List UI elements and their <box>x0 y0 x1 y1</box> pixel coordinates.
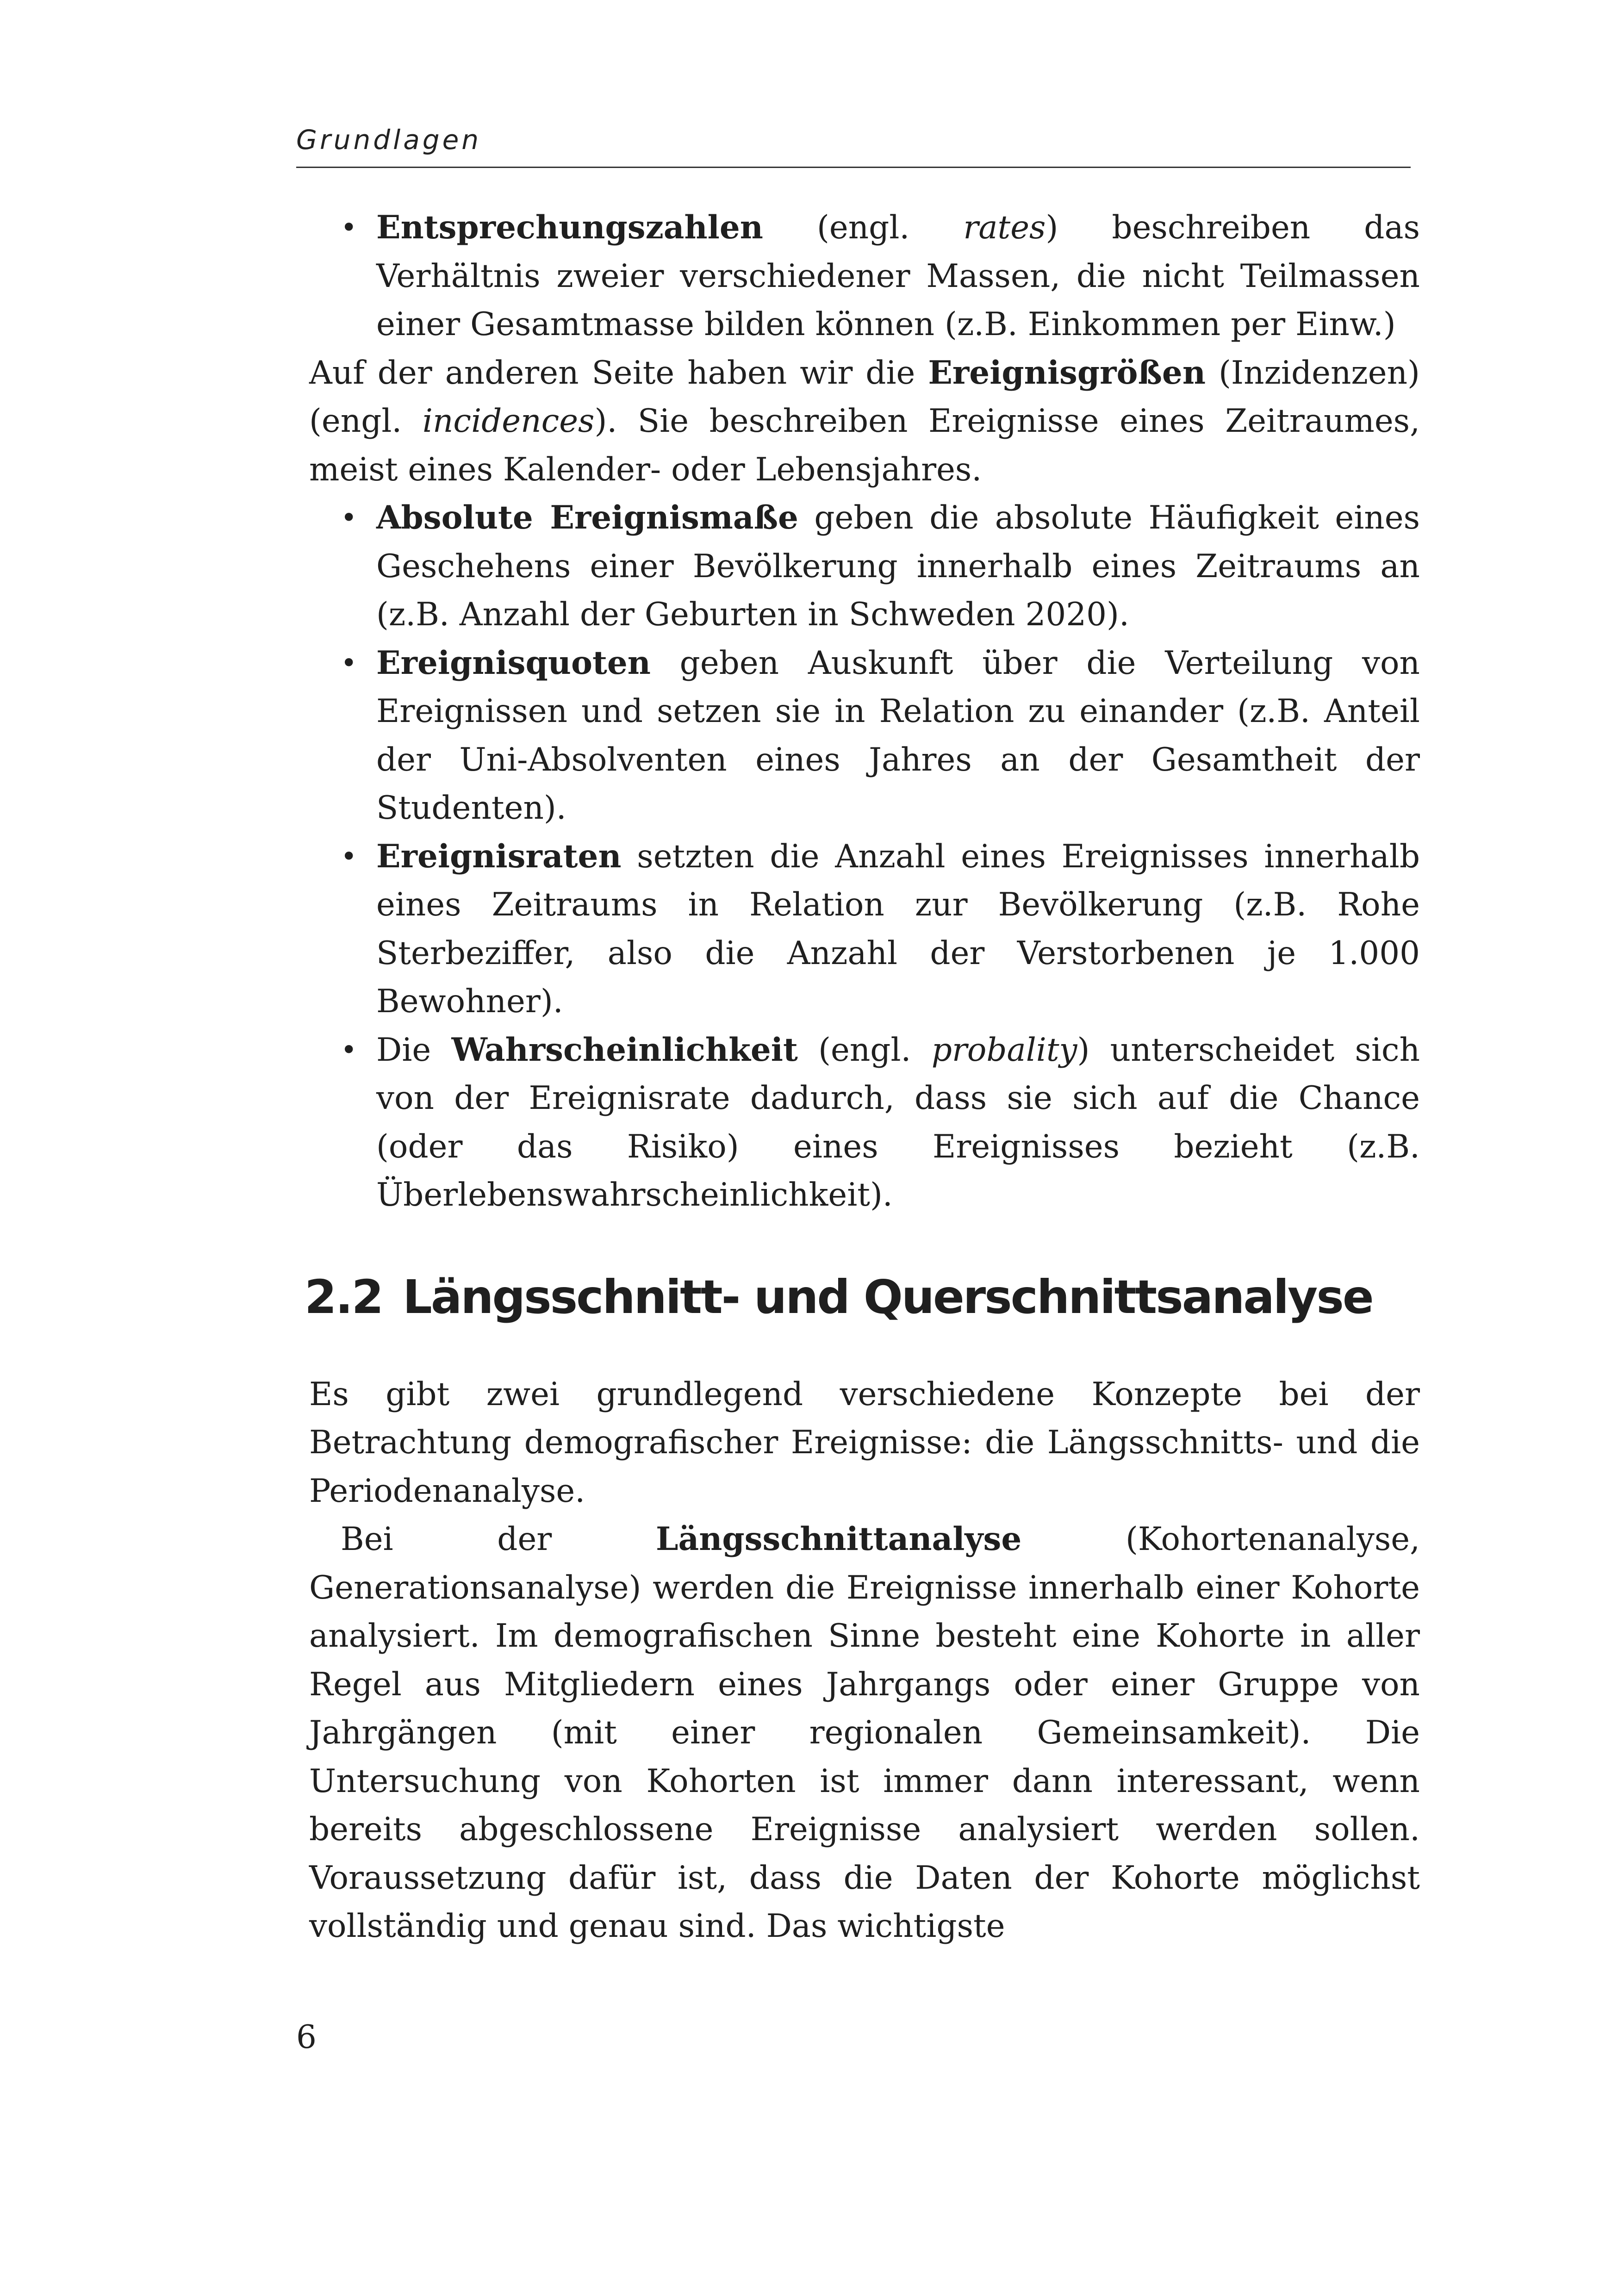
text-run: geben die absolute Häufigkeit eines Geschehens einer Bevölkerung innerhalb eines Zeitraums an (z.B. Anzahl der Geburten in Schweden 2020). <box>376 499 1420 633</box>
text-run: ) beschreiben das Verhältnis zweier verschiedener Massen, die nicht Teilmassen einer Gesamtmasse bilden können (z.B. Einkommen per Einw.) <box>376 209 1420 343</box>
list-item <box>309 494 1420 639</box>
bullet-list-events <box>309 494 1420 1220</box>
section-title: Längsschnitt- und Querschnittsanalyse <box>403 1269 1373 1324</box>
term-bold: Absolute Ereignismaße <box>376 499 798 536</box>
paragraph: Es gibt zwei grundlegend verschiedene Konzepte bei der Betrachtung demografischer Ereignisse: die Längsschnitts- und die Periodenanalyse. <box>309 1375 1420 1510</box>
term-bold: Ereignisraten <box>376 837 622 875</box>
text-run: (engl. <box>763 209 964 246</box>
running-head: Grundlagen <box>296 124 482 156</box>
term-bold: Wahrscheinlichkeit <box>451 1031 798 1069</box>
list-item <box>309 833 1420 1026</box>
paragraph-event-sizes <box>309 349 1420 494</box>
term-italic: probality <box>931 1031 1077 1069</box>
body-text <box>305 204 1420 1951</box>
text-run: Die <box>376 1031 452 1069</box>
text-run: ). Sie beschreiben Ereignisse eines Zeitraumes, meist eines Kalender- oder Lebensjahres. <box>309 403 1420 488</box>
header-rule <box>296 167 1411 168</box>
list-item <box>309 639 1420 833</box>
term-bold: Ereignisquoten <box>376 644 651 682</box>
term-italic: rates <box>963 209 1046 246</box>
text-run: geben Auskunft über die Verteilung von Ereignissen und setzen sie in Relation zu einander (z.B. Anteil der Uni-Absolventen eines Jahres an der Gesamtheit der Studenten). <box>376 644 1420 827</box>
bullet-list-rates <box>309 204 1420 349</box>
section-heading <box>305 1269 1420 1325</box>
text-run: (Kohortenanalyse, Generationsanalyse) werden die Ereignisse innerhalb einer Kohorte analysiert. Im demografischen Sinne besteht eine Kohorte in aller Regel aus Mitgliedern eines Jahrgangs oder einer Gruppe von Jahrgängen (mit einer regionalen Gemeinsamkeit). Die Untersuchung von Kohorten ist immer dann interessant, wenn bereits abgeschlossene Ereignisse analysiert werden sollen. Voraussetzung dafür ist, dass die Daten der Kohorte möglichst vollständig und genau sind. Das wichtigste <box>309 1521 1420 1945</box>
section-number: 2.2 <box>305 1269 383 1324</box>
list-item <box>309 1026 1420 1220</box>
term-bold: Entsprechungszahlen <box>376 209 763 246</box>
text-run: setzten die Anzahl eines Ereignisses innerhalb eines Zeitraums in Relation zur Bevölkerung (z.B. Rohe Sterbeziffer, also die Anzahl der Verstorbenen je 1.000 Bewohner). <box>376 838 1420 1020</box>
list-item <box>309 204 1420 349</box>
page-number: 6 <box>296 2019 317 2056</box>
text-run: (Inzidenzen) (engl. <box>309 354 1420 440</box>
text-run: (engl. <box>797 1031 932 1069</box>
text-run: Auf der anderen Seite haben wir die <box>309 354 928 392</box>
term-bold: Ereignisgrößen <box>928 354 1206 392</box>
paragraph <box>309 1515 1420 1951</box>
text-run: Bei der <box>341 1521 656 1558</box>
term-bold: Längsschnittanalyse <box>655 1520 1022 1558</box>
text-run: ) unterscheidet sich von der Ereignisrate dadurch, dass sie sich auf die Chance (oder das Risiko) eines Ereignisses bezieht (z.B. Überlebenswahrscheinlichkeit). <box>376 1031 1420 1213</box>
term-italic: incidences <box>422 403 595 440</box>
